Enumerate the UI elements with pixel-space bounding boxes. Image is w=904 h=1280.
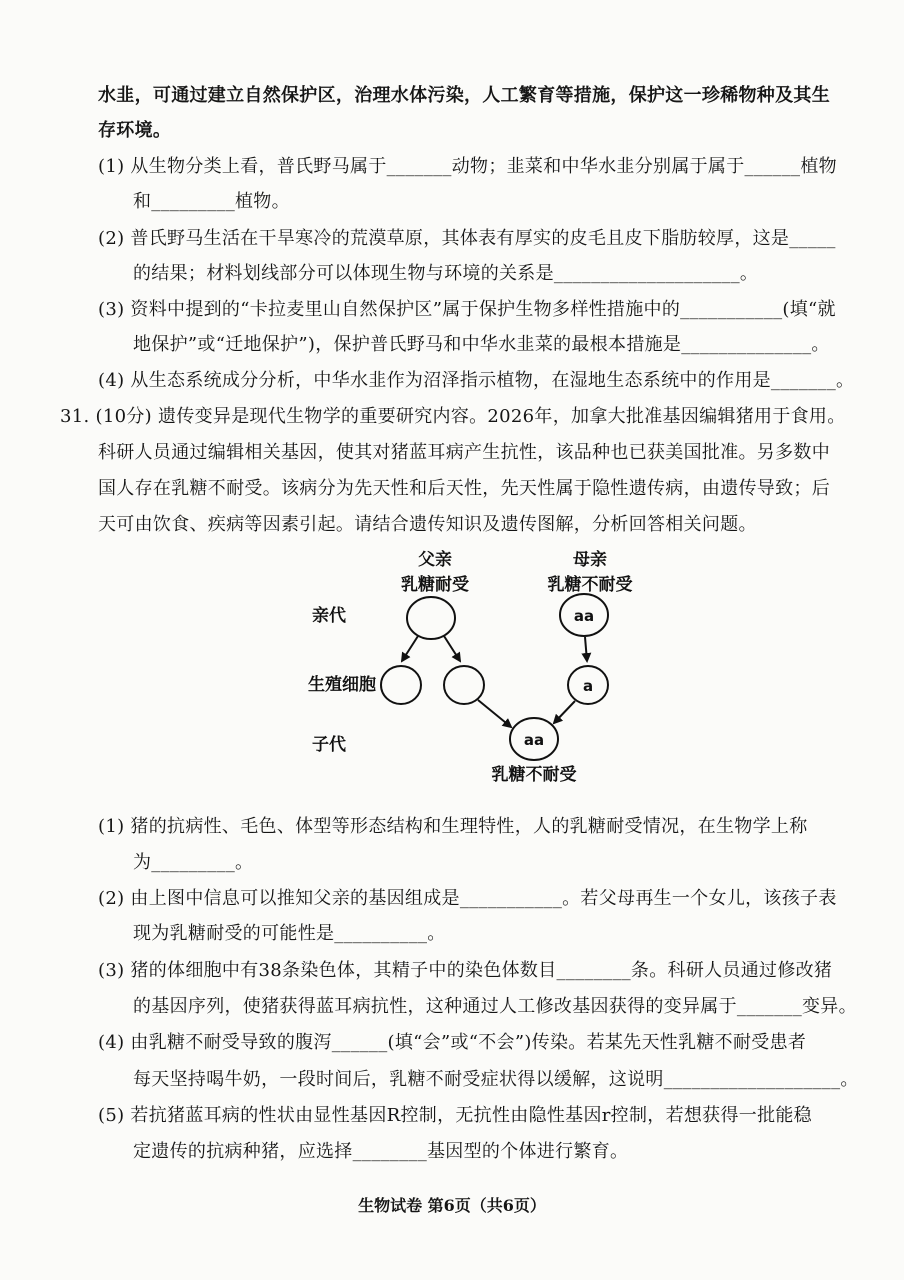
arrow-father-gamete-1 xyxy=(402,636,418,661)
child-trait-label: 乳糖不耐受 xyxy=(491,765,577,785)
arrow-father-gamete-to-child xyxy=(478,700,511,727)
father-circle xyxy=(407,597,455,639)
father-gamete-1 xyxy=(381,666,421,704)
text-line: 定遗传的抗病种猪，应选择________基因型的个体进行繁育。 xyxy=(133,1141,629,1162)
text-line: (5) 若抗猪蓝耳病的性状由显性基因R控制，无抗性由隐性基因r控制，若想获得一批能稳 xyxy=(98,1105,812,1126)
text-line: (2) 由上图中信息可以推知父亲的基因组成是___________。若父母再生一个女儿，该孩子表 xyxy=(98,888,837,909)
text-line: (3) 资料中提到的“卡拉麦里山自然保护区”属于保护生物多样性措施中的___________(填“就 xyxy=(98,299,836,320)
text-line: (1) 从生物分类上看，普氏野马属于_______动物；韭菜和中华水韭分别属于属于______植物 xyxy=(98,156,837,177)
mother-trait-label: 乳糖不耐受 xyxy=(547,575,633,595)
arrow-mother-gamete-to-child xyxy=(554,701,575,723)
parent-generation-label: 亲代 xyxy=(312,606,346,626)
text-line: 水韭，可通过建立自然保护区，治理水体污染，人工繁育等措施，保护这一珍稀物种及其生 xyxy=(98,85,830,106)
genetic-cross-diagram xyxy=(300,540,660,810)
text-line: 现为乳糖耐受的可能性是__________。 xyxy=(133,923,446,944)
father-gamete-2 xyxy=(444,666,484,704)
text-line: (3) 猪的体细胞中有38条染色体，其精子中的染色体数目________条。科研人员通过修改猪 xyxy=(98,960,833,981)
text-line: 每天坚持喝牛奶，一段时间后，乳糖不耐受症状得以缓解，这说明___________________。 xyxy=(133,1069,859,1090)
text-line: 地保护”或“迁地保护”)，保护普氏野马和中华水韭菜的最根本措施是______________。 xyxy=(133,334,830,355)
child-generation-label: 子代 xyxy=(312,735,346,755)
text-line: 为_________。 xyxy=(133,852,254,873)
text-line: 国人存在乳糖不耐受。该病分为先天性和后天性，先天性属于隐性遗传病，由遗传导致；后 xyxy=(98,478,830,499)
text-line: (4) 从生态系统成分分析，中华水韭作为沼泽指示植物，在湿地生态系统中的作用是_______。 xyxy=(98,370,855,391)
arrow-father-gamete-2 xyxy=(444,636,460,661)
mother-genotype: aa xyxy=(573,607,595,625)
text-line: 存环境。 xyxy=(98,120,172,141)
father-label: 父亲 xyxy=(418,550,452,570)
mother-label: 母亲 xyxy=(573,550,607,570)
mother-gamete-genotype: a xyxy=(582,677,594,695)
text-line: 和_________植物。 xyxy=(133,191,290,212)
child-genotype: aa xyxy=(523,731,545,749)
text-line: 的基因序列，使猪获得蓝耳病抗性，这种通过人工修改基因获得的变异属于_______变异。 xyxy=(133,996,857,1017)
text-line: 天可由饮食、疾病等因素引起。请结合遗传知识及遗传图解，分析回答相关问题。 xyxy=(98,514,757,535)
gamete-generation-label: 生殖细胞 xyxy=(308,675,376,695)
father-trait-label: 乳糖耐受 xyxy=(401,575,469,595)
text-line: (4) 由乳糖不耐受导致的腹泻______(填“会”或“不会”)传染。若某先天性乳糖不耐受患者 xyxy=(98,1032,807,1053)
arrow-mother-gamete xyxy=(585,637,587,661)
text-line: (1) 猪的抗病性、毛色、体型等形态结构和生理特性，人的乳糖耐受情况，在生物学上称 xyxy=(98,816,808,837)
text-line: 的结果；材料划线部分可以体现生物与环境的关系是____________________。 xyxy=(133,263,759,284)
page-footer: 生物试卷 第6页（共6页） xyxy=(358,1196,546,1215)
text-line: 科研人员通过编辑相关基因，使其对猪蓝耳病产生抗性，该品种也已获美国批准。另多数中 xyxy=(98,442,830,463)
text-line: (2) 普氏野马生活在干旱寒冷的荒漠草原，其体表有厚实的皮毛且皮下脂肪较厚，这是_____ xyxy=(98,228,836,249)
text-line: 31. (10分) 遗传变异是现代生物学的重要研究内容。2026年，加拿大批准基因编辑猪用于食用。 xyxy=(60,406,846,427)
